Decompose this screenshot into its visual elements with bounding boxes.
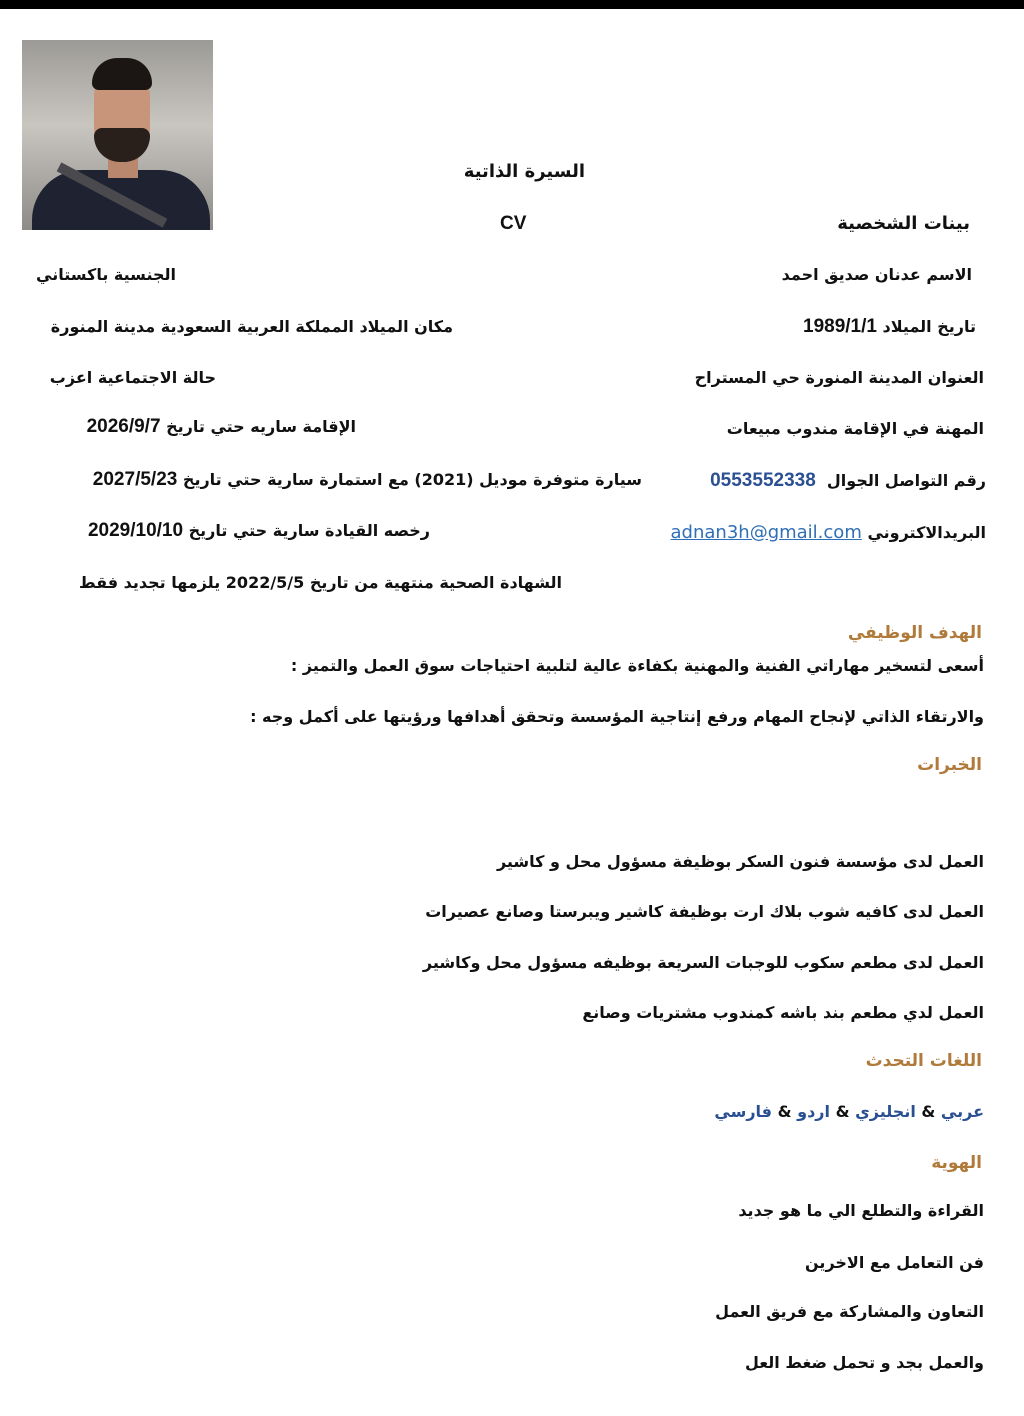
nationality-field: الجنسية باكستاني: [36, 265, 176, 284]
language-separator-2: &: [835, 1102, 850, 1121]
objective-heading: الهدف الوظيفي: [847, 623, 982, 643]
hobby-item-2: فن التعامل مع الاخرين: [805, 1253, 984, 1272]
experience-item-1: العمل لدى مؤسسة فنون السكر بوظيفة مسؤول محل و كاشير: [496, 852, 984, 871]
license-field: [20, 519, 430, 543]
residence-field: [20, 415, 356, 439]
email-label: البريدالاكتروني: [867, 523, 986, 542]
health-certificate-field: الشهادة الصحية منتهية من تاريخ 2022/5/5 يلزمها تجديد فقط: [78, 573, 562, 592]
address-field: العنوان المدينة المنورة حي المستراح: [694, 368, 984, 387]
birth-date-label: تاريخ الميلاد: [882, 317, 976, 336]
residence-label: الإقامة ساريه حتي تاريخ: [166, 417, 356, 436]
objective-line-2: والارتقاء الذاتي لإنجاح المهام ورفع إنتاجية المؤسسة وتحقق أهدافها ورؤيتها على أكمل وجه :: [250, 707, 984, 726]
experience-item-4: العمل لدي مطعم بند باشه كمندوب مشتريات وصانع: [582, 1003, 984, 1022]
top-bar: [0, 0, 1024, 9]
hobbies-heading: الهوية: [931, 1153, 982, 1173]
experience-item-2: العمل لدى كافيه شوب بلاك ارت بوظيفة كاشير ويبرستا وصانع عصيرات: [425, 902, 984, 921]
car-label: سيارة متوفرة موديل (2021) مع استمارة سارية حتي تاريخ: [182, 470, 642, 489]
birth-place-field: مكان الميلاد المملكة العربية السعودية مدينة المنورة: [50, 317, 453, 336]
email-link[interactable]: adnan3h@gmail.com: [670, 522, 862, 543]
profession-field: المهنة في الإقامة مندوب مبيعات: [726, 419, 984, 438]
cv-title-english: CV: [500, 213, 527, 234]
hobby-item-3: التعاون والمشاركة مع فريق العمل: [715, 1302, 984, 1321]
language-english: انجليزي: [855, 1102, 916, 1121]
language-separator-3: &: [777, 1102, 792, 1121]
hobby-item-4: والعمل بجد و تحمل ضغط العل: [744, 1353, 984, 1372]
cv-title-arabic: السيرة الذاتية: [463, 161, 585, 182]
objective-line-1: أسعى لتسخير مهاراتي الفنية والمهنية بكفاءة عالية لتلبية احتياجات سوق العمل والتميز :: [290, 656, 984, 675]
license-date: 2029/10/10: [87, 520, 184, 541]
car-date: 2027/5/23: [92, 469, 178, 490]
license-label: رخصه القيادة سارية حتي تاريخ: [188, 521, 430, 540]
phone-number[interactable]: 0553552338: [710, 470, 816, 491]
language-farsi: فارسي: [714, 1102, 773, 1121]
name-field: الاسم عدنان صديق احمد: [781, 265, 972, 284]
marital-status-field: حالة الاجتماعية اعزب: [49, 368, 216, 387]
profile-photo: [22, 40, 213, 230]
personal-section-title: بينات الشخصية: [837, 213, 970, 234]
language-arabic: عربي: [940, 1102, 984, 1121]
languages-heading: اللغات التحدث: [865, 1051, 982, 1071]
experience-heading: الخبرات: [917, 755, 982, 775]
experience-item-3: العمل لدى مطعم سكوب للوجبات السريعة بوظيفه مسؤول محل وكاشير: [422, 953, 984, 972]
residence-date: 2026/9/7: [86, 416, 161, 437]
phone-label: رقم التواصل الجوال: [826, 471, 986, 490]
birth-date-value: 1989/1/1: [803, 316, 877, 337]
languages-list: [660, 1100, 984, 1124]
language-separator-1: &: [921, 1102, 936, 1121]
hobby-item-1: القراءة والتطلع الي ما هو جديد: [738, 1201, 984, 1220]
phone-field: [660, 469, 986, 493]
language-urdu: اردو: [797, 1102, 830, 1121]
email-field: [600, 521, 986, 545]
car-field: [20, 468, 642, 492]
birth-date-field: [740, 315, 976, 339]
